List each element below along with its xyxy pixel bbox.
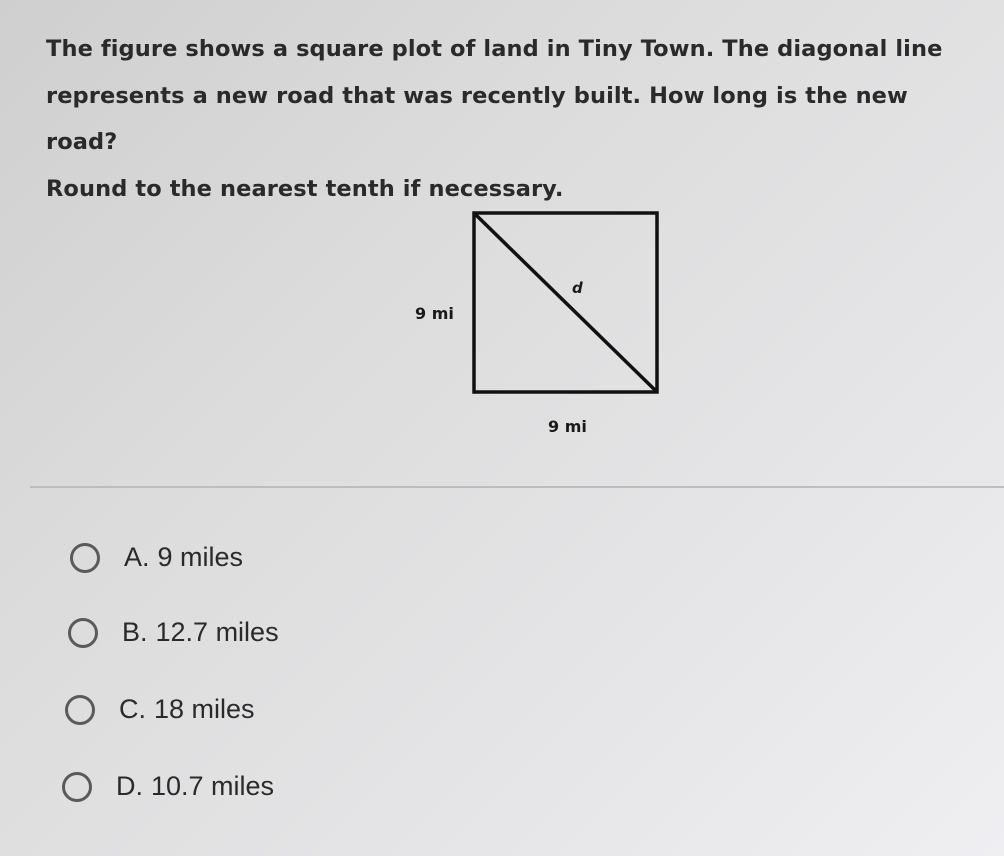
radio-button-d[interactable] [62,772,92,802]
choice-a-label [124,542,243,573]
choice-c-label [119,694,255,725]
left-side-label: 9 mi [415,304,454,323]
square-plot-figure [400,196,690,456]
question-line-1: The figure shows a square plot of land in Tiny Town. The diagonal line [46,36,943,62]
choice-c[interactable] [65,694,255,725]
choice-d-label [116,771,274,802]
diagonal-label: d [572,279,583,297]
section-divider [30,486,1004,488]
choice-a-text: 9 miles [157,542,244,572]
question-line-3: Round to the nearest tenth if necessary. [46,175,564,202]
choice-b[interactable] [68,617,279,648]
choice-c-letter: C. [119,694,146,724]
choice-a-letter: A. [124,542,150,572]
choice-b-letter: B. [122,617,148,647]
question-line-2: represents a new road that was recently built. How long is the new road? [46,82,908,155]
choice-d-text: 10.7 miles [151,771,275,801]
choice-b-label [122,617,279,648]
radio-button-c[interactable] [65,695,95,725]
choice-b-text: 12.7 miles [155,617,279,647]
question-text [46,26,976,212]
square-plot-diagram [400,196,690,456]
choice-d-letter: D. [116,771,143,801]
bottom-side-label: 9 mi [548,417,587,436]
choice-a[interactable] [70,542,243,573]
choice-c-text: 18 miles [154,694,255,724]
radio-button-a[interactable] [70,543,100,573]
radio-button-b[interactable] [68,618,98,648]
diagonal-road-line [475,214,656,391]
choice-d[interactable] [62,771,274,802]
